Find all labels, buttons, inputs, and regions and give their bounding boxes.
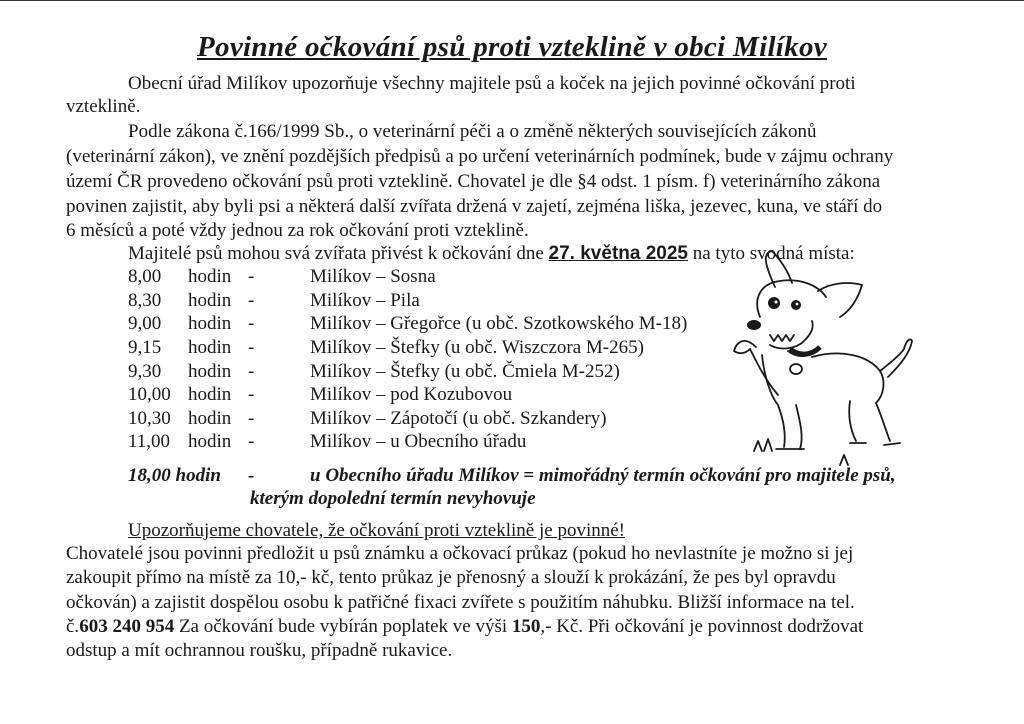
evening-line-1: u Obecního úřadu Milíkov = mimořádný termín očkování pro majitele psů, [310, 465, 896, 486]
schedule-dash: - [248, 313, 255, 334]
vaccination-date: 27. května 2025 [548, 243, 688, 264]
closing-line-1: Chovatelé jsou povinni předložit u psů známku a očkovací průkaz (pokud ho nevlastníte je možno si jej [66, 543, 854, 564]
law-line-4: povinen zajistit, aby byli psi a některá další zvířata držená v zajetí, zejména liška, jezevec, kuna, ve stáří do [66, 196, 883, 217]
schedule-dash: - [248, 384, 255, 405]
schedule-time: 10,00 [128, 384, 171, 405]
closing-line-3: očkován) a zajistit dospělou osobu k patřičné fixaci zvířete s použitím náhubku. Bližší informace na tel. [66, 592, 855, 613]
fee-amount: 150 [511, 616, 541, 637]
law-line-1: Podle zákona č.166/1999 Sb., o veterinární péči a o změně některých souvisejících zákonů [128, 121, 817, 142]
dog-illustration [700, 245, 915, 475]
phone-prefix: č. [66, 616, 80, 637]
schedule-time: 9,00 [128, 313, 162, 334]
law-line-2: (veterinární zákon), ve znění pozdějších předpisů a po určení veterinárních podmínek, bude v zájmu ochrany [66, 146, 894, 167]
schedule-unit: hodin [188, 290, 232, 311]
law-line-3: území ČR provedeno očkování psů proti vzteklině. Chovatel je dle §4 odst. 1 písm. f) veterinárního zákona [66, 171, 881, 192]
schedule-place: Milíkov – Štefky (u obč. Čmiela M-252) [310, 361, 620, 382]
schedule-place: Milíkov – Štefky (u obč. Wiszczora M-265) [310, 337, 644, 358]
evening-time: 18,00 hodin [128, 465, 221, 486]
schedule-time: 9,30 [128, 361, 162, 382]
schedule-dash: - [248, 337, 255, 358]
schedule-unit: hodin [188, 431, 232, 452]
schedule-unit: hodin [188, 337, 232, 358]
schedule-dash: - [248, 266, 255, 287]
dog-icon [700, 245, 915, 475]
schedule-place: Milíkov – pod Kozubovou [310, 384, 513, 405]
page-title: Povinné očkování psů proti vzteklině v obci Milíkov [197, 31, 827, 63]
schedule-unit: hodin [188, 384, 232, 405]
schedule-time: 10,30 [128, 408, 171, 429]
fee-prefix: Za očkování bude vybírán poplatek ve výši [174, 616, 512, 637]
schedule-dash: - [248, 408, 255, 429]
mandatory-warning: Upozorňujeme chovatele, že očkování proti vzteklině je povinné! [128, 520, 625, 541]
law-line-5: 6 měsíců a poté vždy jednou za rok očkování proti vzteklině. [66, 220, 529, 241]
scan-edge-line [0, 0, 1024, 1]
phone-number: 603 240 954 [79, 616, 175, 637]
intro-line-1: Obecní úřad Milíkov upozorňuje všechny majitele psů a koček na jejich povinné očkování proti [128, 73, 856, 94]
closing-line-4 [66, 616, 863, 638]
schedule-unit: hodin [188, 266, 232, 287]
closing-line-2: zakoupit přímo na místě za 10,- kč, tento průkaz je přenosný a slouží k prokázání, že pes byl opravdu [66, 567, 836, 588]
schedule-place: Milíkov – Gřegořce (u obč. Szotkowského M-18) [310, 313, 688, 334]
schedule-dash: - [248, 361, 255, 382]
schedule-time: 8,00 [128, 266, 162, 287]
schedule-place: Milíkov – Pila [310, 290, 420, 311]
schedule-dash: - [248, 431, 255, 452]
evening-line-2: kterým dopolední termín nevyhovuje [250, 488, 536, 509]
fee-suffix: ,- Kč. Při očkování je povinnost dodržovat [540, 616, 864, 637]
closing-line-5: odstup a mít ochrannou roušku, případně rukavice. [66, 640, 453, 661]
owners-prefix: Majitelé psů mohou svá zvířata přivést k očkování dne [128, 243, 549, 264]
schedule-dash: - [248, 290, 255, 311]
schedule-time: 9,15 [128, 337, 162, 358]
schedule-place: Milíkov – Sosna [310, 266, 436, 287]
schedule-place: Milíkov – u Obecního úřadu [310, 431, 527, 452]
intro-line-2: vzteklině. [66, 96, 141, 117]
schedule-unit: hodin [188, 408, 232, 429]
evening-dash: - [248, 465, 255, 486]
schedule-time: 11,00 [128, 431, 171, 452]
schedule-unit: hodin [188, 313, 232, 334]
schedule-time: 8,30 [128, 290, 162, 311]
owners-suffix: na tyto svodná místa: [688, 243, 855, 264]
schedule-unit: hodin [188, 361, 232, 382]
schedule-place: Milíkov – Zápotočí (u obč. Szkandery) [310, 408, 607, 429]
